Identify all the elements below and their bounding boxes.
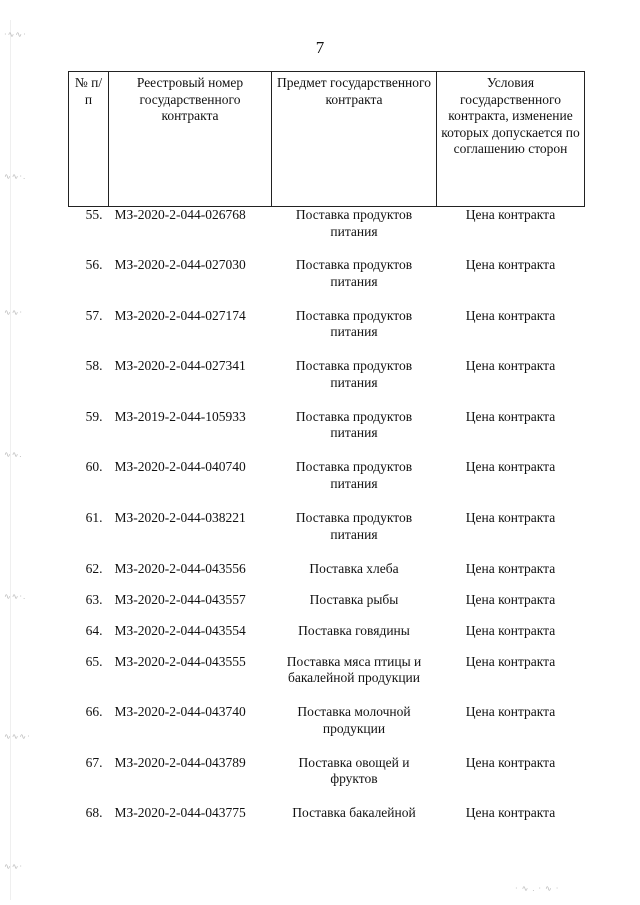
row-conditions: Цена контракта — [465, 358, 556, 374]
row-registry: МЗ-2020-2-044-043555 — [114, 653, 246, 669]
row-registry: МЗ-2020-2-044-043557 — [114, 591, 246, 607]
row-conditions: Цена контракта — [465, 653, 556, 669]
row-num: 59. — [85, 408, 103, 424]
row-conditions: Цена контракта — [465, 591, 556, 607]
scan-artifact: ∿∿∿· — [4, 732, 31, 741]
row-num: 62. — [85, 560, 103, 576]
scan-artifact: ∿∿·. — [4, 172, 27, 181]
row-conditions: Цена контракта — [465, 704, 556, 720]
row-registry: МЗ-2020-2-044-043556 — [114, 560, 246, 576]
row-subject: Поставка продуктов питания — [295, 307, 413, 340]
row-conditions: Цена контракта — [465, 257, 556, 273]
row-conditions: Цена контракта — [465, 307, 556, 323]
table-row — [69, 308, 585, 359]
scan-artifact: ∿∿· — [4, 862, 24, 871]
header-subject: Предмет государственного контракта — [272, 72, 437, 207]
header-num: № п/п — [69, 72, 109, 207]
row-num: 68. — [85, 805, 103, 821]
row-subject: Поставка мяса птицы и бакалейной продукции — [286, 653, 422, 686]
row-conditions: Цена контракта — [465, 408, 556, 424]
table-header-row — [69, 72, 585, 207]
row-num: 60. — [85, 459, 103, 475]
page-number: 7 — [315, 38, 325, 57]
row-conditions: Цена контракта — [465, 459, 556, 475]
row-num: 58. — [85, 358, 103, 374]
row-subject: Поставка продуктов питания — [295, 459, 413, 491]
row-conditions: Цена контракта — [465, 754, 556, 770]
row-subject: Поставка хлеба — [309, 560, 399, 576]
scan-artifact: ∿∿·. — [4, 592, 27, 601]
header-conditions: Условия государственного контракта, изменение которых допускается по соглашению сторон — [437, 72, 585, 207]
table-row — [69, 623, 585, 654]
row-subject: Поставка молочной продукции — [297, 704, 411, 736]
row-registry: МЗ-2020-2-044-038221 — [114, 510, 246, 526]
row-registry: МЗ-2020-2-044-026768 — [114, 207, 246, 222]
row-conditions: Цена контракта — [465, 805, 556, 821]
row-conditions: Цена контракта — [465, 207, 556, 222]
row-num: 65. — [85, 653, 103, 669]
row-registry: МЗ-2020-2-044-043740 — [114, 704, 246, 720]
table-row — [69, 654, 585, 705]
row-num: 64. — [85, 622, 103, 638]
row-num: 55. — [85, 207, 103, 222]
table-row — [69, 805, 585, 845]
row-num: 61. — [85, 510, 103, 526]
row-conditions: Цена контракта — [465, 560, 556, 576]
table-row — [69, 510, 585, 561]
table-row — [69, 257, 585, 308]
row-subject: Поставка говядины — [298, 622, 410, 638]
table-row — [69, 561, 585, 592]
row-conditions: Цена контракта — [465, 510, 556, 526]
row-subject: Поставка бакалейной — [292, 805, 416, 821]
contracts-table — [68, 71, 585, 845]
row-registry: МЗ-2020-2-044-027341 — [114, 358, 246, 374]
row-num: 67. — [85, 754, 103, 770]
row-registry: МЗ-2020-2-044-043775 — [114, 805, 246, 821]
table-row — [69, 358, 585, 409]
scan-artifact: ·∿∿· — [4, 30, 27, 39]
row-num: 66. — [85, 704, 103, 720]
scan-edge-line — [10, 20, 11, 900]
row-registry: МЗ-2020-2-044-040740 — [114, 459, 246, 475]
table-row — [69, 459, 585, 510]
row-registry: МЗ-2019-2-044-105933 — [114, 408, 246, 424]
row-subject: Поставка продуктов питания — [295, 257, 413, 289]
row-num: 63. — [85, 591, 103, 607]
row-num: 57. — [85, 307, 103, 323]
scan-artifact: ∿∿. — [4, 450, 23, 459]
header-registry: Реестровый номер государственного контракта — [109, 72, 272, 207]
row-conditions: Цена контракта — [465, 622, 556, 638]
row-registry: МЗ-2020-2-044-027030 — [114, 257, 246, 273]
row-subject: Поставка рыбы — [309, 591, 399, 607]
scan-artifact: · ∿ . · ∿ · — [515, 884, 560, 893]
row-registry: МЗ-2020-2-044-027174 — [114, 307, 246, 323]
row-subject: Поставка продуктов питания — [295, 358, 413, 390]
row-num: 56. — [85, 257, 103, 273]
table-row — [69, 755, 585, 806]
row-registry: МЗ-2020-2-044-043554 — [114, 622, 246, 638]
table-row — [69, 704, 585, 755]
row-registry: МЗ-2020-2-044-043789 — [114, 754, 246, 770]
table-row — [69, 592, 585, 623]
table-row — [69, 409, 585, 460]
scan-artifact: ∿∿· — [4, 308, 24, 317]
row-subject: Поставка продуктов питания — [295, 510, 413, 542]
row-subject: Поставка продуктов питания — [295, 408, 413, 441]
row-subject: Поставка овощей и фруктов — [298, 754, 410, 787]
row-subject: Поставка продуктов питания — [295, 207, 413, 239]
table-row — [69, 207, 585, 258]
